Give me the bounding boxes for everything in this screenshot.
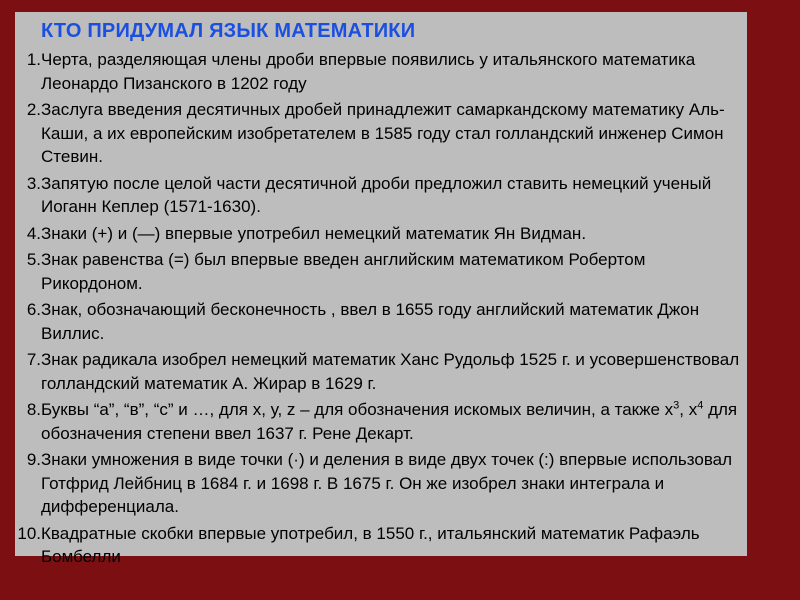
item-text: Знаки умножения в виде точки (·) и деления в виде двух точек (:) впервые использовал Готфрид Лейбниц в 1684 г. и 1698 г. В 1675 г. Он же изобрел знаки интеграла и дифференциала. (41, 450, 733, 516)
list-item (0, 222, 748, 246)
superscript: 4 (697, 399, 704, 412)
item-number: 6. (26, 300, 41, 319)
item-number: 3. (26, 173, 41, 193)
list-item (0, 172, 748, 219)
item-number: 10. (17, 523, 41, 543)
item-text: Квадратные скобки впервые употребил, в 1550 г., итальянский математик Рафаэль Бомбелли (41, 523, 700, 566)
item-text: Заслуга введения десятичных дробей принадлежит самаркандскому математику Аль-Каши, а их европейским изобретателем в 1585 году стал голландский инженер Симон Стевин. (41, 100, 725, 166)
item-text (41, 400, 737, 443)
item-text: Черта, разделяющая члены дроби впервые появились у итальянского математика Леонардо Пизанского в 1202 году (41, 50, 696, 93)
slide-title: КТО ПРИДУМАЛ ЯЗЫК МАТЕМАТИКИ (41, 20, 416, 42)
item-number: 4. (26, 223, 41, 243)
list-item (0, 398, 748, 445)
item-text-part: для обозначения степени ввел 1637 г. Рене Декарт. (41, 400, 738, 443)
list-item (0, 248, 748, 295)
facts-list (0, 48, 748, 572)
item-text: Знак равенства (=) был впервые введен английским математиком Робертом Рикордоном. (41, 250, 646, 293)
item-text: Знаки (+) и (—) впервые употребил немецкий математик Ян Видман. (41, 223, 587, 243)
list-item (0, 298, 748, 345)
list-item (0, 522, 748, 569)
item-text-part: Буквы “а”, “в”, “с” и …, для х, у, z – для обозначения искомых величин, а также х (41, 400, 674, 419)
item-text: Запятую после целой части десятичной дроби предложил ставить немецкий ученый Иоганн Кеплер (1571-1630). (41, 173, 712, 216)
item-number: 8. (26, 400, 41, 419)
item-number: 1. (26, 50, 41, 69)
list-item (0, 348, 748, 395)
list-item (0, 448, 748, 519)
list-item (0, 48, 748, 95)
list-item (0, 98, 748, 169)
item-text-part: , х (679, 400, 698, 419)
superscript: 3 (673, 399, 680, 412)
item-text: Знак, обозначающий бесконечность , ввел в 1655 году английский математик Джон Виллис. (41, 300, 700, 343)
item-number: 2. (26, 100, 41, 119)
item-number: 9. (26, 450, 41, 469)
item-number: 7. (26, 350, 41, 369)
item-number: 5. (26, 250, 41, 269)
item-text: Знак радикала изобрел немецкий математик Ханс Рудольф 1525 г. и усовершенствовал голландский математик А. Жирар в 1629 г. (41, 350, 740, 393)
